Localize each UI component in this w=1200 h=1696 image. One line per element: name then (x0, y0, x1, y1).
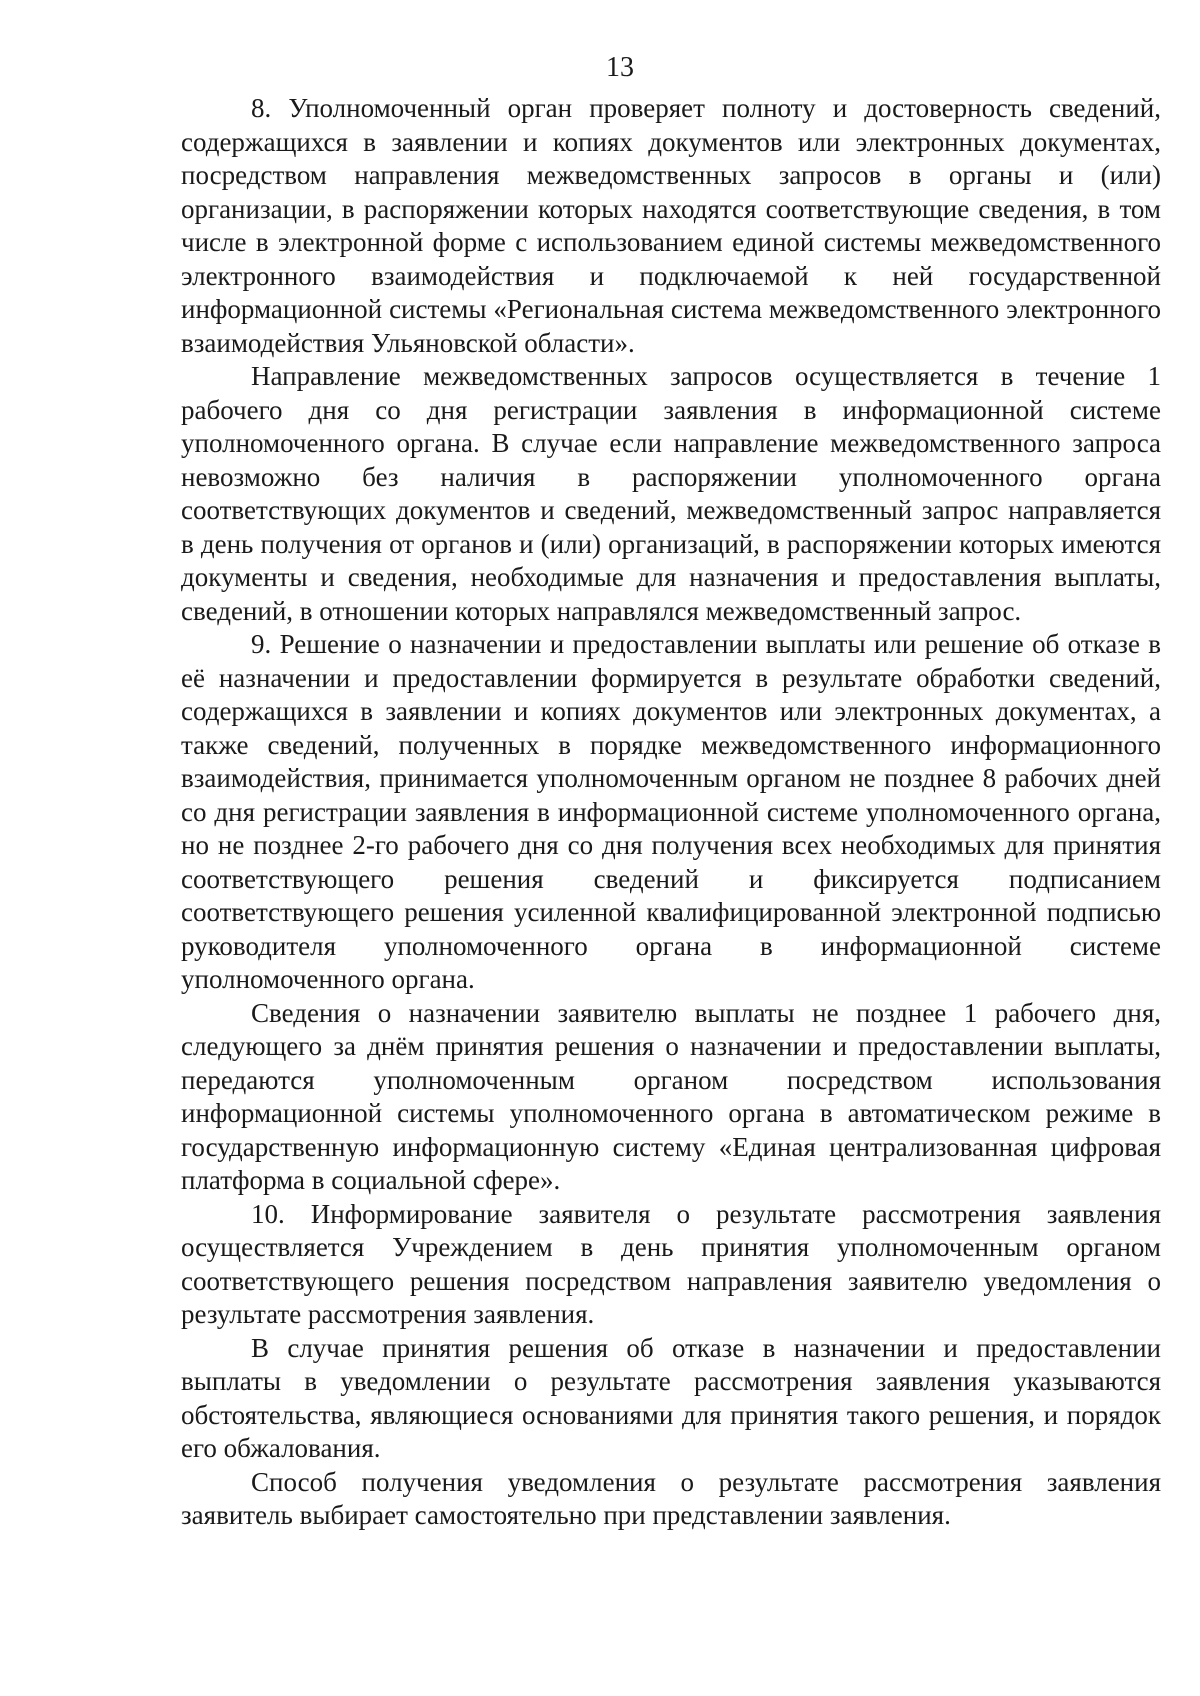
document-body (181, 92, 1161, 1533)
paragraph-notice-method: Способ получения уведомления о результате рассмотрения заявления заявитель выбирает самостоятельно при представлении заявления. (181, 1466, 1161, 1530)
paragraph-interagency-requests: Направление межведомственных запросов осуществляется в течение 1 рабочего дня со дня регистрации заявления в информационной системе уполномоченного органа. В случае если направление межведомственного запроса невозможно без наличия в распоряжении уполномоченного органа соответствующих документов и сведений, межведомственный запрос направляется в день получения от органов и (или) организаций, в распоряжении которых имеются документы и сведения, необходимые для назначения и предоставления выплаты, сведений, в отношении которых направлялся межведомственный запрос. (181, 361, 1161, 626)
paragraph-8: 8. Уполномоченный орган проверяет полноту и достоверность сведений, содержащихся в заявлении и копиях документов или электронных документах, посредством направления межведомственных запросов в органы и (или) организации, в распоряжении которых находятся соответствующие сведения, в том числе в электронной форме с использованием единой системы межведомственного электронного взаимодействия и подключаемой к ней государственной информационной системы «Региональная система межведомственного электронного взаимодействия Ульяновской области». (181, 93, 1161, 358)
paragraph-10: 10. Информирование заявителя о результате рассмотрения заявления осуществляется Учреждением в день принятия уполномоченным органом соответствующего решения посредством направления заявителю уведомления о результате рассмотрения заявления. (181, 1198, 1161, 1329)
paragraph-payment-info-transfer: Сведения о назначении заявителю выплаты не позднее 1 рабочего дня, следующего за днём принятия решения о назначении и предоставлении выплаты, передаются уполномоченным органом посредством использования информационной системы уполномоченного органа в автоматическом режиме в государственную информационную систему «Единая централизованная цифровая платформа в социальной сфере». (181, 997, 1161, 1195)
paragraph-refusal-notice: В случае принятия решения об отказе в назначении и предоставлении выплаты в уведомлении о результате рассмотрения заявления указываются обстоятельства, являющиеся основаниями для принятия такого решения, и порядок его обжалования. (181, 1332, 1161, 1463)
paragraph-9: 9. Решение о назначении и предоставлении выплаты или решение об отказе в её назначении и предоставлении формируется в результате обработки сведений, содержащихся в заявлении и копиях документов или электронных документах, а также сведений, полученных в порядке межведомственного информационного взаимодействия, принимается уполномоченным органом не позднее 8 рабочих дней со дня регистрации заявления в информационной системе уполномоченного органа, но не позднее 2-го рабочего дня со дня получения всех необходимых для принятия соответствующего решения сведений и фиксируется подписанием соответствующего решения усиленной квалифицированной электронной подписью руководителя уполномоченного органа в информационной системе уполномоченного органа. (181, 629, 1161, 994)
page-number: 13 (606, 52, 634, 83)
